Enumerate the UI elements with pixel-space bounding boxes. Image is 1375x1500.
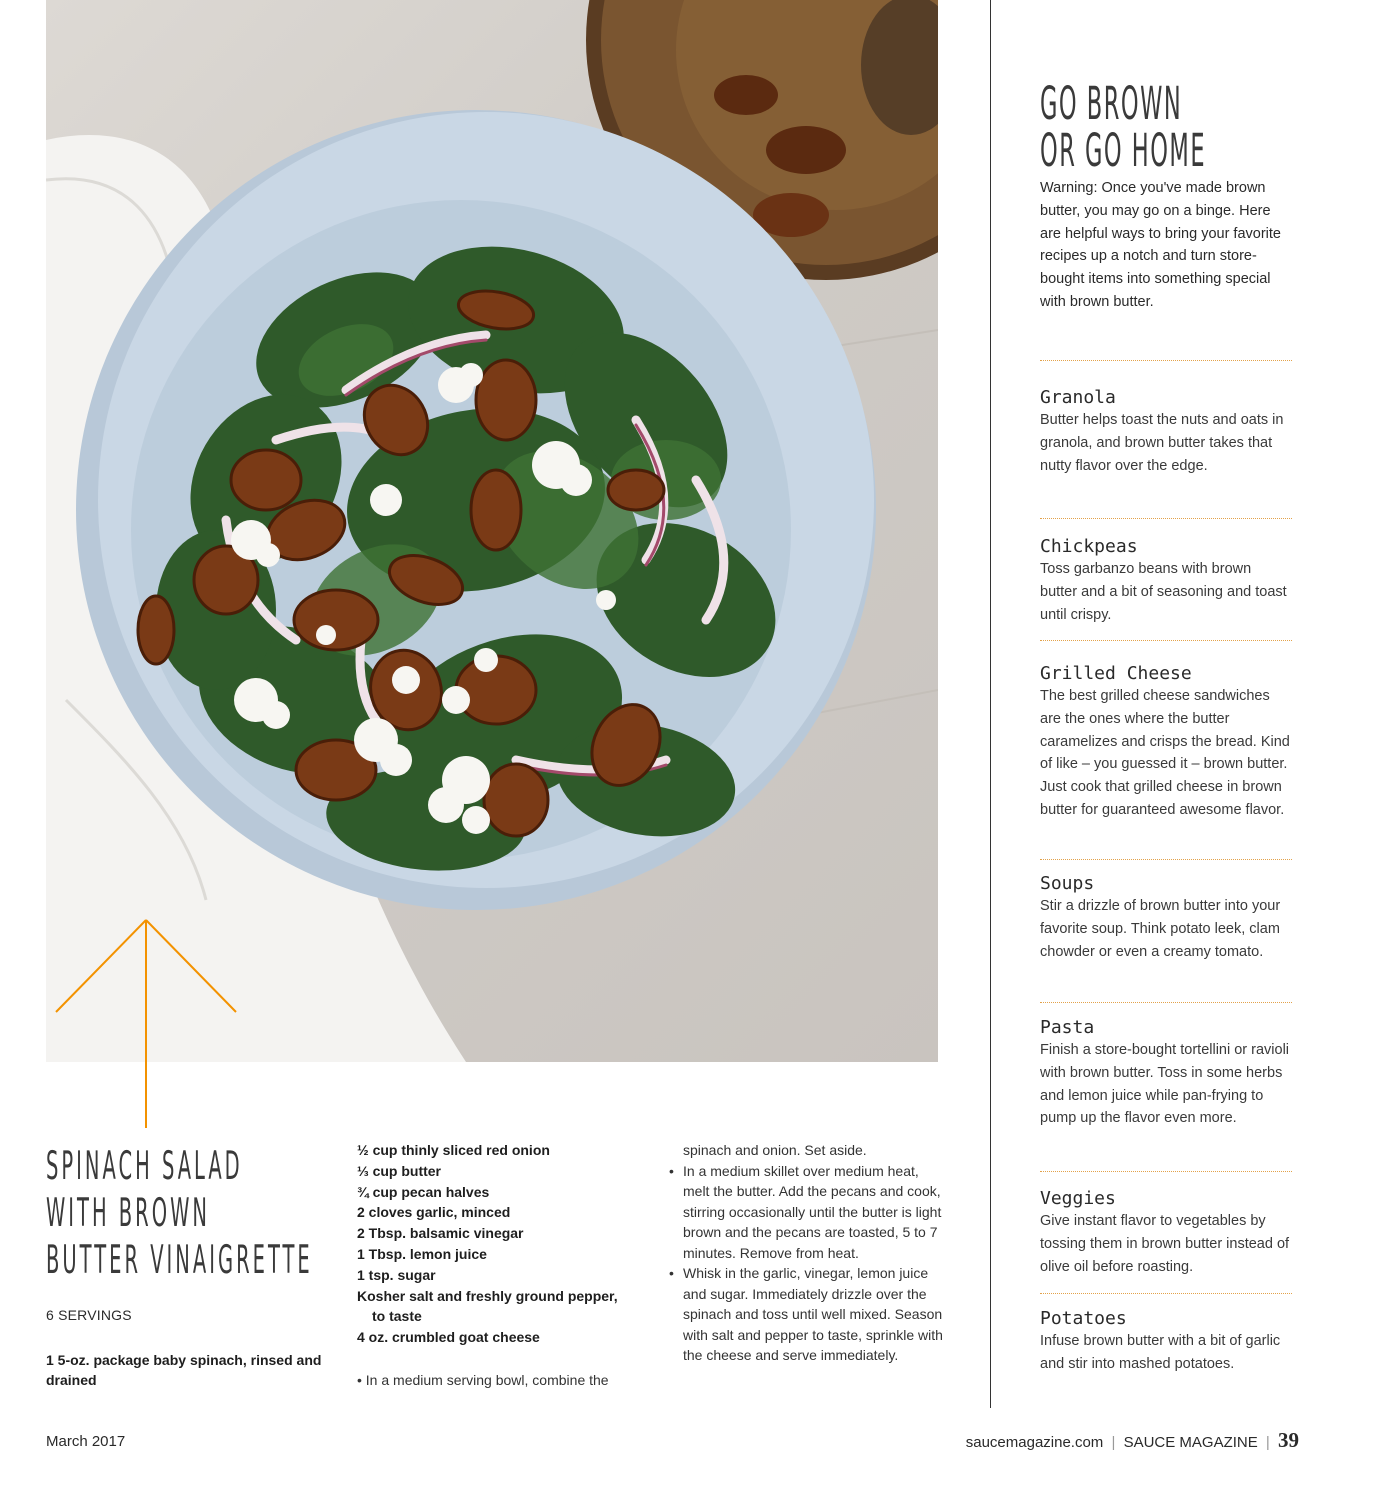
tip-chickpeas <box>1040 518 1292 640</box>
ingredient-first: 1 5-oz. package baby spinach, rinsed and drained <box>46 1352 322 1388</box>
ingredient-item: 1 Tbsp. lemon juice <box>357 1245 487 1262</box>
tip-heading: Soups <box>1040 873 1095 894</box>
footer-site-link[interactable]: saucemagazine.com <box>965 1434 1104 1451</box>
tip-body: Finish a store-bought tortellini or ravioli with brown butter. Toss in some herbs and lemon juice while pan-frying to pump up the flavor even more. <box>1040 1042 1290 1127</box>
step-3: • Whisk in the garlic, vinegar, lemon juice and sugar. Immediately drizzle over the spinach and toss until well mixed. Season with salt and pepper to taste, sprinkle with the cheese and serve immediately. <box>668 1263 948 1366</box>
ingredient-list <box>357 1140 657 1348</box>
recipe-title-line: WITH BROWN <box>46 1191 210 1236</box>
step-1-start: • In a medium serving bowl, combine the <box>357 1372 609 1388</box>
footer-magazine: SAUCE MAGAZINE <box>1123 1434 1258 1451</box>
ingredient-item: ¾ cup pecan halves <box>357 1183 490 1200</box>
tip-body: Give instant flavor to vegetables by tossing them in brown butter instead of olive oil before roasting. <box>1040 1213 1290 1275</box>
tip-body: Infuse brown butter with a bit of garlic and stir into mashed potatoes. <box>1040 1333 1281 1372</box>
tip-body: Butter helps toast the nuts and oats in granola, and brown butter takes that nutty flavor over the edge. <box>1040 412 1284 474</box>
tip-heading: Veggies <box>1040 1188 1116 1209</box>
footer-credit <box>966 1428 1299 1453</box>
tip-grilled-cheese <box>1040 640 1292 859</box>
page-number: 39 <box>1278 1428 1299 1452</box>
steps-column <box>668 1140 948 1366</box>
servings: 6 SERVINGS <box>46 1307 132 1323</box>
tip-potatoes <box>1040 1293 1292 1404</box>
step-2: • In a medium skillet over medium heat, melt the butter. Add the pecans and cook, stirring occasionally until the butter is light brown and the pecans are toasted, 5 to 7 minutes. Remove from heat. <box>668 1161 948 1264</box>
recipe-title-line: BUTTER VINAIGRETTE <box>46 1238 313 1283</box>
ingredient-item: 2 cloves garlic, minced <box>357 1204 511 1221</box>
tip-body: The best grilled cheese sandwiches are the ones where the butter caramelizes and crisps the bread. Kind of like – you guessed it – brown butter. Just cook that grilled cheese in brown butter for guaranteed awesome flavor. <box>1040 688 1290 818</box>
tip-heading: Pasta <box>1040 1017 1095 1038</box>
ingredient-item: ½ cup thinly sliced red onion <box>357 1142 550 1158</box>
sidebar-title <box>1040 77 1340 177</box>
ingredient-item: 2 Tbsp. balsamic vinegar <box>357 1225 524 1242</box>
tip-pasta <box>1040 1002 1292 1171</box>
tip-heading: Potatoes <box>1040 1308 1127 1329</box>
orange-arrow-icon <box>46 905 246 1135</box>
ingredient-item: 1 tsp. sugar <box>357 1266 436 1283</box>
sidebar-intro: Warning: Once you've made brown butter, you may go on a binge. Here are helpful ways to bring your favorite recipes up a notch and turn store-bought items into something special with brown butter. <box>1040 180 1281 310</box>
sidebar-title-line: GO BROWN <box>1040 77 1183 130</box>
tip-body: Stir a drizzle of brown butter into your favorite soup. Think potato leek, clam chowder or even a creamy tomato. <box>1040 898 1281 960</box>
tip-heading: Granola <box>1040 387 1116 408</box>
tip-heading: Chickpeas <box>1040 536 1138 557</box>
salad-photo <box>46 0 938 1062</box>
tip-heading: Grilled Cheese <box>1040 663 1192 684</box>
footer-separator: | <box>1111 1434 1116 1451</box>
tips-list <box>1040 360 1292 1404</box>
recipe-title-line: SPINACH SALAD <box>46 1144 243 1189</box>
ingredient-item: 4 oz. crumbled goat cheese <box>357 1329 540 1346</box>
ingredient-item: ⅓ cup butter <box>357 1162 442 1179</box>
tip-body: Toss garbanzo beans with brown butter and a bit of seasoning and toast until crispy. <box>1040 561 1287 623</box>
footer-date: March 2017 <box>46 1433 126 1450</box>
ingredient-item: to taste <box>372 1308 422 1325</box>
tip-veggies <box>1040 1171 1292 1293</box>
column-divider <box>990 0 991 1408</box>
ingredient-item: Kosher salt and freshly ground pepper, <box>357 1287 618 1304</box>
tip-soups <box>1040 859 1292 1002</box>
salad-illustration <box>46 0 938 1062</box>
recipe-title <box>46 1143 346 1284</box>
tip-granola <box>1040 360 1292 518</box>
step-1-end: spinach and onion. Set aside. <box>683 1142 867 1158</box>
footer-separator: | <box>1265 1434 1270 1451</box>
sidebar-title-line: OR GO HOME <box>1040 124 1207 177</box>
